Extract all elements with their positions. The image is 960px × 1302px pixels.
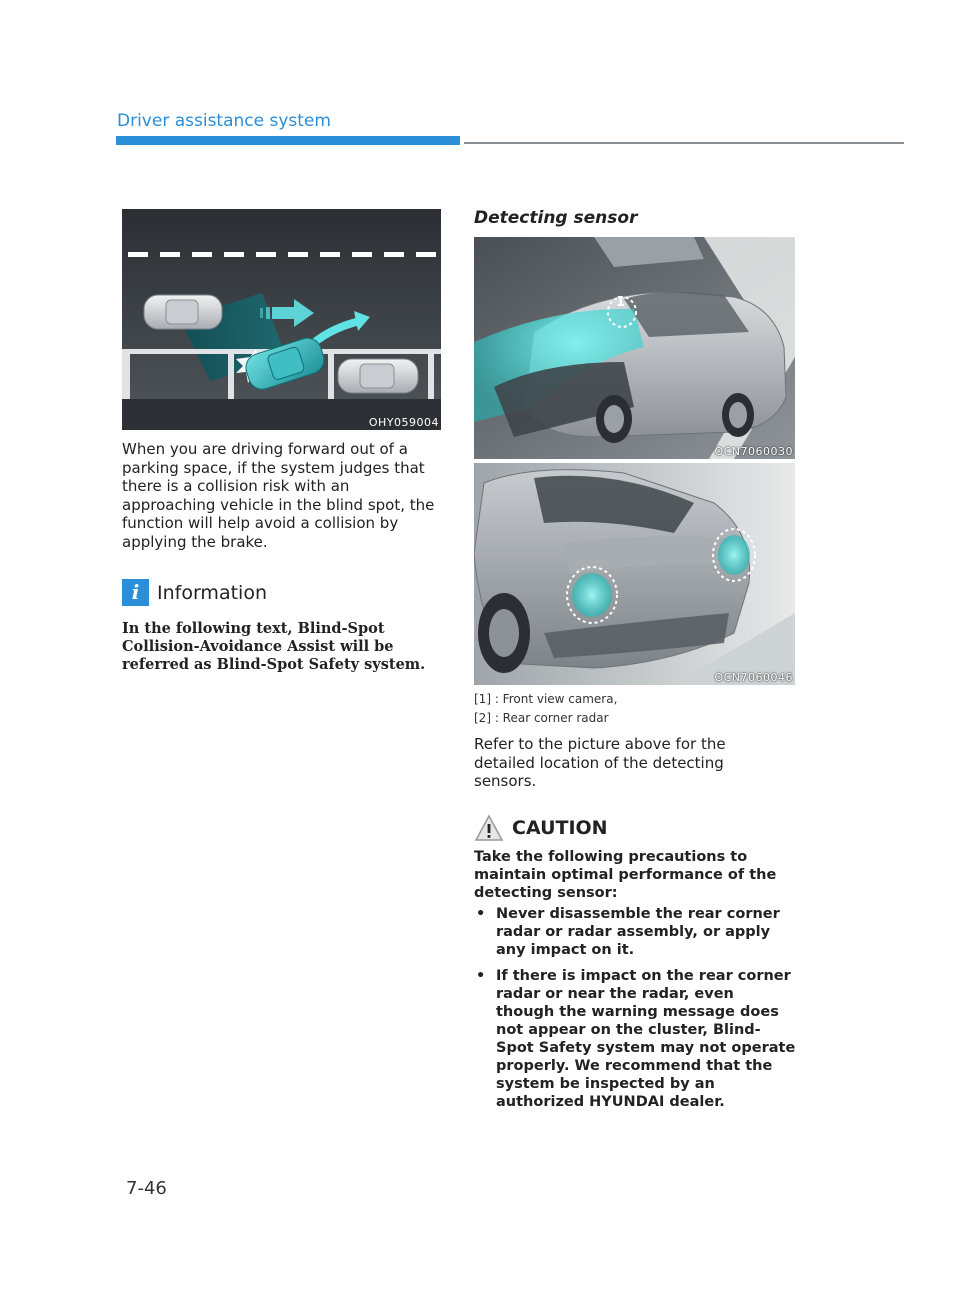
information-text: In the following text, Blind-Spot Collision-Avoidance Assist will be referred as Blind-Spot Safety system. xyxy=(122,620,426,673)
detecting-sensor-title: Detecting sensor xyxy=(474,208,638,228)
figure1-code: OCN7060030 xyxy=(714,445,793,458)
caution-bullet-text: If there is impact on the rear corner radar or near the radar, even though the warning message does not appear on the cluster, Blind-Spot Safety system may not operate properly. We recommend that the system be inspected by an authorized HYUNDAI dealer. xyxy=(496,968,796,1110)
header-section-title: Driver assistance system xyxy=(117,111,331,131)
bullet-dot: • xyxy=(476,906,486,922)
rear-radar-drawing xyxy=(474,463,795,685)
caution-bullet xyxy=(474,967,796,1111)
front-camera-drawing xyxy=(474,237,795,459)
legend-front-camera: [1] : Front view camera, xyxy=(474,692,618,706)
information-title: Information xyxy=(157,581,267,604)
warning-triangle-icon xyxy=(474,814,504,842)
caution-bullet-text: Never disassemble the rear corner radar or radar assembly, or apply any impact on it. xyxy=(496,906,780,958)
parking-exit-illustration xyxy=(122,209,441,430)
parking-exit-drawing xyxy=(122,209,441,430)
header-accent-bar xyxy=(116,136,460,145)
page-number: 7-46 xyxy=(126,1178,167,1199)
right-body-text: Refer to the picture above for the detailed location of the detecting sensors. xyxy=(474,735,726,790)
information-header xyxy=(122,579,267,606)
front-camera-illustration xyxy=(474,237,795,459)
figure2-code: OCN7060046 xyxy=(714,671,793,684)
caution-bullet xyxy=(474,905,796,959)
caution-bullet-list xyxy=(474,905,796,1119)
caution-title: CAUTION xyxy=(512,817,608,839)
caution-header xyxy=(474,814,608,842)
caution-intro: Take the following precautions to maintain optimal performance of the detecting sensor: xyxy=(474,849,777,901)
header-rule xyxy=(464,142,904,144)
front-camera-callout: 1 xyxy=(616,295,626,310)
info-icon: i xyxy=(122,579,149,606)
bullet-dot: • xyxy=(476,968,486,984)
figure-code: OHY059004 xyxy=(368,416,439,429)
legend-rear-radar: [2] : Rear corner radar xyxy=(474,711,609,725)
approaching-car xyxy=(144,295,222,329)
rear-radar-illustration xyxy=(474,463,795,685)
parked-car xyxy=(338,359,418,393)
left-body-text: When you are driving forward out of a parking space, if the system judges that there is a collision risk with an approaching vehicle in the blind spot, the function will help avoid a collision by applying the brake. xyxy=(122,440,435,551)
